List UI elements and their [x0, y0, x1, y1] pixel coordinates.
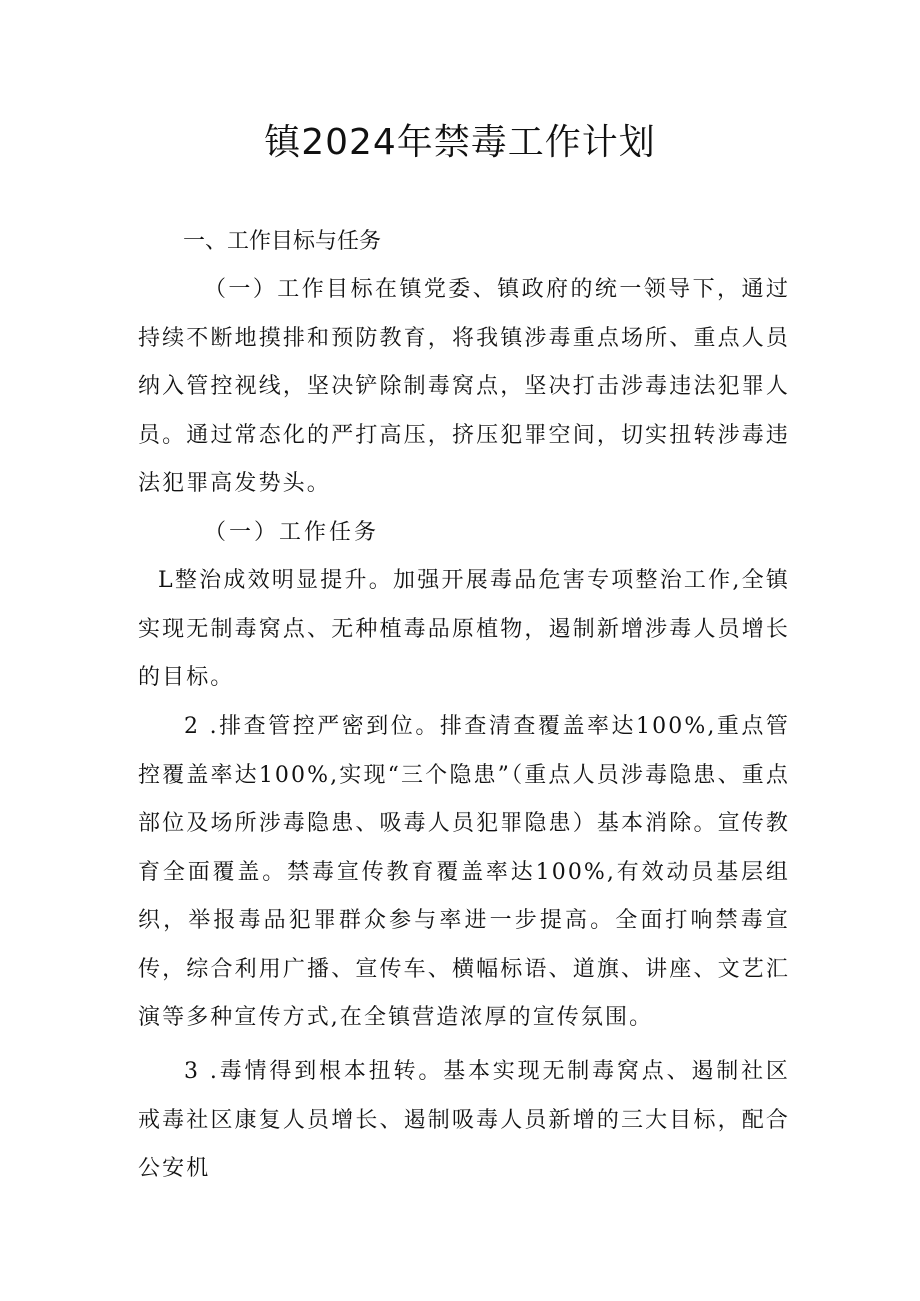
paragraph-work-task-heading: （一）工作任务	[204, 520, 380, 545]
paragraph-item-1: L整治成效明显提升。加强开展毒品危害专项整治工作,全镇实现无制毒窝点、无种植毒品原植物，遏制新增涉毒人员增长的目标。	[138, 568, 790, 690]
document-title: 镇2024年禁毒工作计划	[264, 122, 656, 163]
paragraph-item-2: 2 .排查管控严密到位。排查清查覆盖率达100%,重点管控覆盖率达100%,实现“三个隐患”（重点人员涉毒隐患、重点部位及场所涉毒隐患、吸毒人员犯罪隐患）基本消除。宣传教育全面覆盖。禁毒宣传教育覆盖率达100%,有效动员基层组织，举报毒品犯罪群众参与率进一步提高。全面打响禁毒宣传，综合利用广播、宣传车、横幅标语、道旗、讲座、文艺汇演等多种宣传方式,在全镇营造浓厚的宣传氛围。	[138, 714, 790, 1030]
section-heading: 一、工作目标与任务	[183, 229, 382, 254]
paragraph-item-3: 3 .毒情得到根本扭转。基本实现无制毒窝点、遏制社区戒毒社区康复人员增长、遏制吸毒人员新增的三大目标，配合公安机	[138, 1059, 790, 1181]
paragraph-work-goal: （一）工作目标在镇党委、镇政府的统一领导下，通过持续不断地摸排和预防教育，将我镇涉毒重点场所、重点人员纳入管控视线，坚决铲除制毒窝点，坚决打击涉毒违法犯罪人员。通过常态化的严打高压，挤压犯罪空间，切实扭转涉毒违法犯罪高发势头。	[138, 277, 790, 496]
